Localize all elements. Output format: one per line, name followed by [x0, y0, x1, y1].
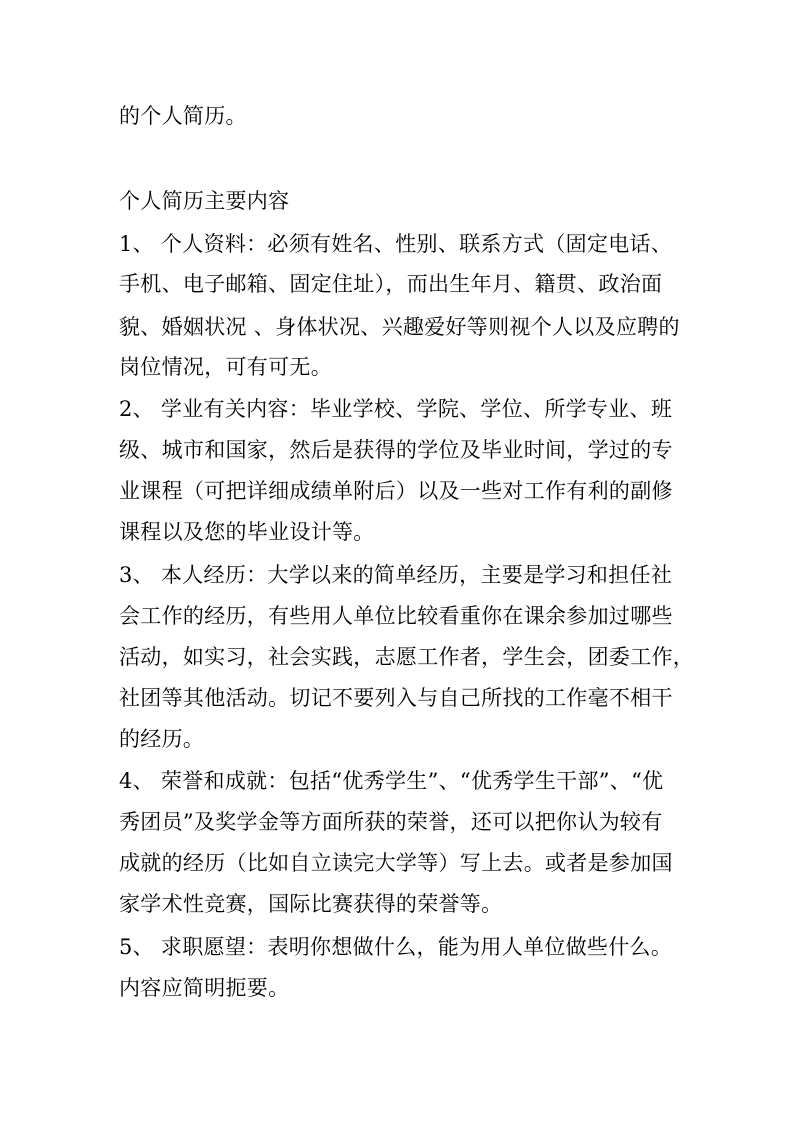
item-2-line-2: 级、城市和国家，然后是获得的学位及毕业时间，学过的专 [119, 438, 673, 462]
item-2-line-1: 2、 学业有关内容：毕业学校、学院、学位、所学专业、班 [119, 397, 673, 421]
item-2-line-4: 课程以及您的毕业设计等。 [119, 520, 375, 544]
item-3-line-3: 活动，如实习，社会实践，志愿工作者，学生会，团委工作， [119, 645, 695, 669]
item-2-line-3: 业课程（可把详细成绩单附后）以及一些对工作有利的副修 [119, 479, 673, 503]
text-line-intro-end: 的个人简历。 [119, 104, 247, 128]
item-1-line-2: 手机、电子邮箱、固定住址），而出生年月、籍贯、政治面 [119, 272, 663, 296]
item-4-line-3: 成就的经历（比如自立读完大学等）写上去。或者是参加国 [119, 851, 673, 875]
item-5-line-2: 内容应简明扼要。 [119, 976, 290, 1000]
item-1-line-3: 貌、婚姻状况 、身体状况、兴趣爱好等则视个人以及应聘的 [119, 315, 680, 339]
item-1-line-4: 岗位情况，可有可无。 [119, 355, 332, 379]
item-5-line-1: 5、 求职愿望：表明你想做什么，能为用人单位做些什么。 [119, 935, 673, 959]
section-heading: 个人简历主要内容 [119, 189, 290, 213]
item-1-line-1: 1、 个人资料：必须有姓名、性别、联系方式（固定电话、 [119, 232, 673, 256]
item-4-line-2: 秀团员”及奖学金等方面所获的荣誉，还可以把你认为较有 [119, 810, 663, 834]
item-4-line-1: 4、 荣誉和成就：包括“优秀学生”、“优秀学生干部”、“优 [119, 769, 664, 793]
item-4-line-4: 家学术性竞赛，国际比赛获得的荣誉等。 [119, 892, 503, 916]
item-3-line-5: 的经历。 [119, 727, 205, 751]
item-3-line-4: 社团等其他活动。切记不要列入与自己所找的工作毫不相干 [119, 686, 673, 710]
item-3-line-2: 会工作的经历，有些用人单位比较看重你在课余参加过哪些 [119, 604, 673, 628]
item-3-line-1: 3、 本人经历：大学以来的简单经历，主要是学习和担任社 [119, 563, 673, 587]
